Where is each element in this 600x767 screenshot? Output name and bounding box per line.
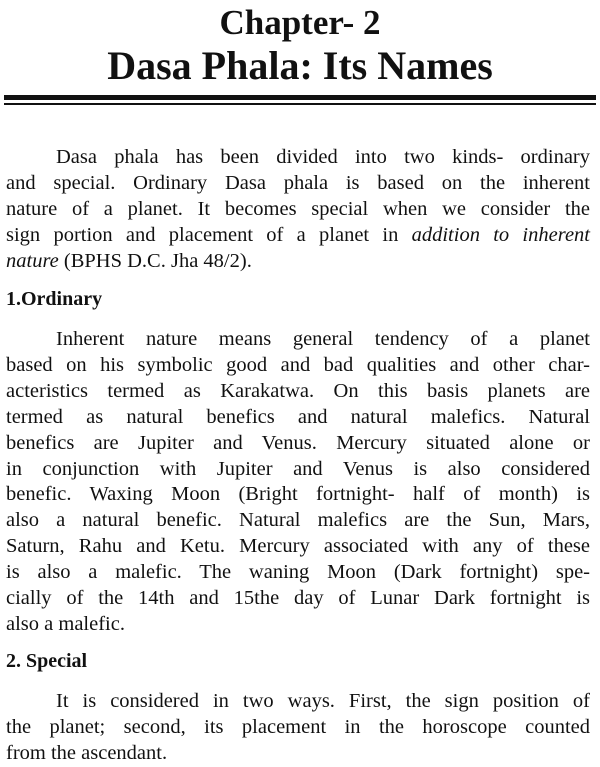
paragraph-line bbox=[6, 585, 590, 611]
paragraph-line bbox=[6, 430, 590, 456]
text-segment: also a malefic. bbox=[6, 612, 125, 635]
paragraph-line bbox=[6, 404, 590, 430]
paragraph-line bbox=[6, 248, 590, 274]
paragraph-line bbox=[6, 740, 590, 766]
paragraph-line bbox=[6, 611, 590, 637]
text-segment: is also a malefic. The waning Moon (Dark fortnight) spe- bbox=[6, 561, 590, 584]
text-segment: termed as natural benefics and natural malefics. Natural bbox=[6, 405, 590, 428]
text-segment: Dasa phala has been divided into two kinds- ordinary bbox=[56, 146, 590, 168]
paragraph-line bbox=[6, 559, 590, 585]
text-segment: in conjunction with Jupiter and Venus is also considered bbox=[6, 457, 590, 480]
text-segment: (BPHS D.C. Jha 48/2). bbox=[58, 250, 252, 272]
text-segment: sign portion and placement of a planet in bbox=[6, 224, 412, 246]
paragraph-line bbox=[56, 326, 590, 352]
text-segment: the planet; second, its placement in the horoscope counted bbox=[6, 716, 590, 738]
paragraph-line bbox=[6, 533, 590, 559]
paragraph-line bbox=[6, 222, 590, 248]
text-segment: It is considered in two ways. First, the sign position of bbox=[56, 690, 590, 712]
paragraph-line bbox=[6, 170, 590, 196]
paragraph-line bbox=[56, 688, 590, 714]
section-heading: 1.Ordinary bbox=[6, 288, 103, 310]
paragraph-line bbox=[6, 378, 590, 404]
paragraph-line bbox=[6, 352, 590, 378]
paragraph-line bbox=[6, 481, 590, 507]
paragraph-line bbox=[56, 144, 590, 170]
paragraph-line bbox=[6, 456, 590, 482]
chapter-label: Chapter- 2 bbox=[219, 3, 381, 42]
paragraph-line bbox=[6, 507, 590, 533]
paragraph-line bbox=[6, 714, 590, 740]
text-segment: acteristics termed as Karakatwa. On this basis planets are bbox=[6, 379, 590, 402]
italic-text: nature bbox=[6, 250, 59, 272]
text-segment: also a natural benefic. Natural malefics are the Sun, Mars, bbox=[6, 509, 590, 532]
text-segment: nature of a planet. It becomes special when we consider the bbox=[6, 198, 590, 220]
title-rule-thin bbox=[4, 103, 596, 105]
italic-text: addition to inherent bbox=[411, 224, 590, 246]
text-segment: and special. Ordinary Dasa phala is based on the inherent bbox=[6, 172, 590, 194]
text-segment: from the ascendant. bbox=[6, 742, 168, 764]
text-segment: benefics are Jupiter and Venus. Mercury situated alone or bbox=[6, 431, 590, 454]
text-segment: Inherent nature means general tendency of a planet bbox=[56, 328, 590, 350]
text-segment: based on his symbolic good and bad qualities and other char- bbox=[6, 353, 590, 376]
text-segment: Saturn, Rahu and Ketu. Mercury associated with any of these bbox=[6, 535, 590, 558]
text-segment: benefic. Waxing Moon (Bright fortnight- half of month) is bbox=[6, 483, 590, 506]
section-heading: 2. Special bbox=[6, 650, 88, 672]
chapter-title: Dasa Phala: Its Names bbox=[107, 43, 493, 88]
paragraph-line bbox=[6, 196, 590, 222]
text-segment: cially of the 14th and 15the day of Lunar Dark fortnight is bbox=[6, 587, 590, 609]
title-rule-thick bbox=[4, 95, 596, 100]
